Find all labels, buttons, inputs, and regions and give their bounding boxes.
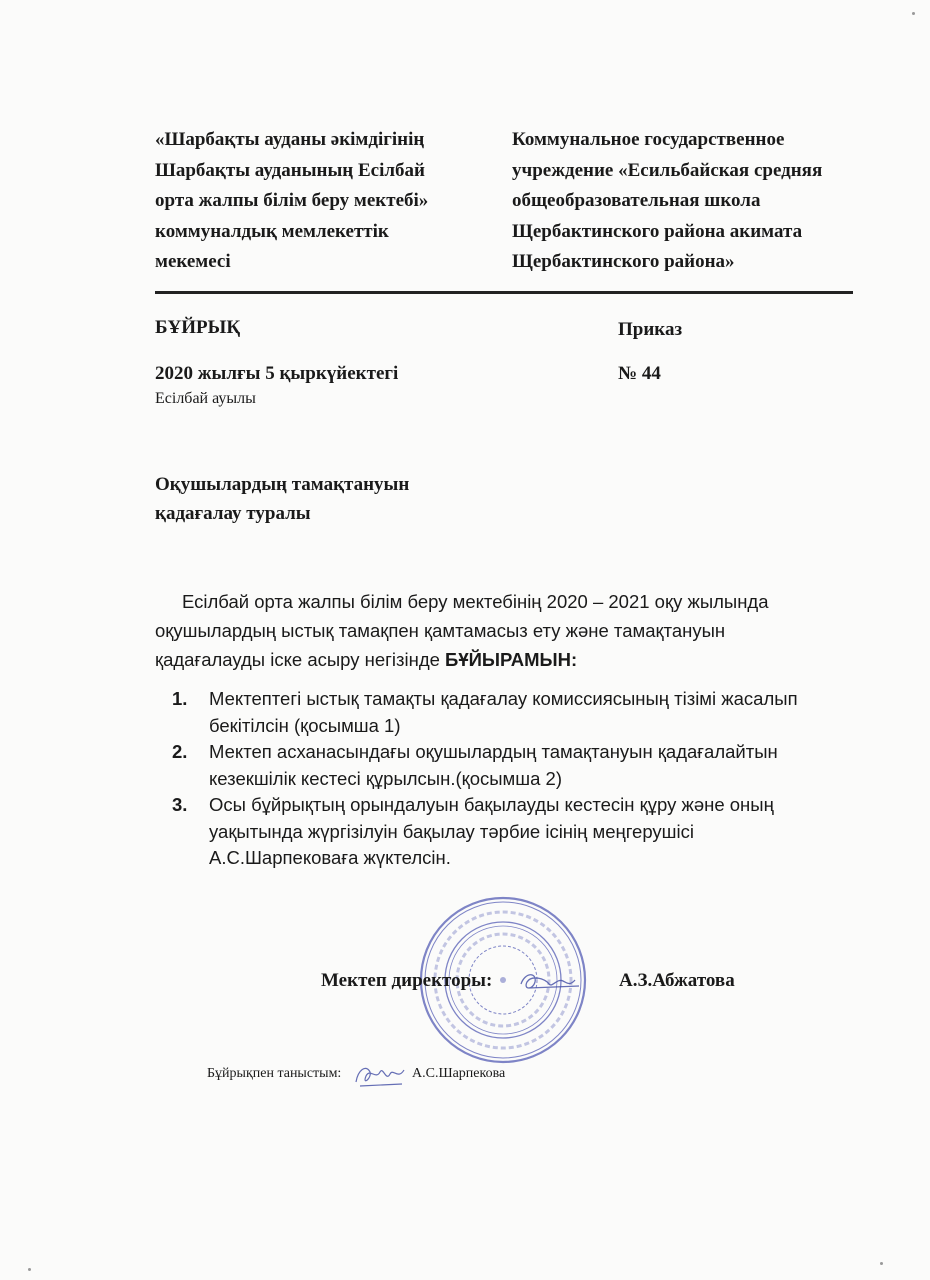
list-item bbox=[172, 739, 862, 792]
subject-line: Оқушылардың тамақтануын bbox=[155, 474, 410, 495]
item-line: Мектептегі ыстық тамақты қадағалау комиссиясының тізімі жасалып bbox=[209, 688, 798, 709]
order-date: 2020 жылғы 5 қыркүйектегі bbox=[155, 363, 399, 384]
body-line-text: қадағалауды іске асыру негізінде bbox=[155, 649, 446, 670]
header-ru-line: Щербактинского района» bbox=[512, 251, 735, 272]
director-name: А.З.Абжатова bbox=[619, 970, 735, 991]
subject-line: қадағалау туралы bbox=[155, 503, 311, 524]
order-title-ru: Приказ bbox=[618, 319, 683, 340]
header-kazakh bbox=[155, 125, 505, 278]
body-line: оқушылардың ыстық тамақпен қамтамасыз ету және тамақтануын bbox=[155, 620, 726, 641]
item-line: Мектеп асханасындағы оқушылардың тамақтануын қадағалайтын bbox=[209, 741, 778, 762]
item-line: уақытында жүргізілуін бақылау тәрбие ісінің меңгерушісі bbox=[209, 820, 694, 842]
item-number: 2. bbox=[172, 741, 188, 762]
header-ru-line: Щербактинского района акимата bbox=[512, 220, 803, 242]
header-kz-line: орта жалпы білім беру мектебі» bbox=[155, 190, 429, 211]
body-paragraph bbox=[155, 587, 855, 674]
header-divider bbox=[155, 291, 853, 294]
list-item bbox=[172, 792, 862, 872]
item-line: Осы бұйрықтың орындалуын бақылауды кестесін құру және оның bbox=[209, 794, 774, 815]
body-line-last bbox=[155, 645, 855, 674]
header-kz-line: Шарбақты ауданының Есілбай bbox=[155, 159, 425, 181]
item-line: А.С.Шарпековаға жүктелсін. bbox=[209, 847, 451, 868]
header-kz-line: «Шарбақты ауданы әкімдігінің bbox=[155, 129, 425, 150]
header-kz-line: мекемесі bbox=[155, 251, 231, 272]
handwritten-signature-icon bbox=[515, 966, 585, 996]
order-number: № 44 bbox=[618, 363, 661, 384]
item-number: 3. bbox=[172, 794, 188, 815]
scan-speck bbox=[28, 1268, 31, 1271]
item-line: кезекшілік кестесі құрылсын.(қосымша 2) bbox=[209, 767, 562, 789]
order-title-kz: БҰЙРЫҚ bbox=[155, 317, 241, 338]
header-ru-line: учреждение «Есильбайская средняя bbox=[512, 159, 823, 181]
header-ru-line: общеобразовательная школа bbox=[512, 190, 761, 211]
handwritten-signature-icon bbox=[352, 1060, 410, 1094]
scan-speck bbox=[912, 12, 915, 15]
acquainted-label: Бұйрықпен таныстым: bbox=[207, 1066, 342, 1081]
order-items-list bbox=[172, 686, 862, 872]
item-number: 1. bbox=[172, 688, 188, 709]
acquainted-name: А.С.Шарпекова bbox=[412, 1066, 506, 1081]
header-kz-line: коммуналдық мемлекеттік bbox=[155, 220, 389, 242]
list-item bbox=[172, 686, 862, 739]
header-russian bbox=[512, 125, 912, 278]
director-role: Мектеп директоры: bbox=[321, 970, 493, 991]
header-ru-line: Коммунальное государственное bbox=[512, 129, 785, 150]
body-line: Есілбай орта жалпы білім беру мектебінің 2020 – 2021 оқу жылында bbox=[182, 591, 769, 612]
scan-speck bbox=[880, 1262, 883, 1265]
item-line: бекітілсін (қосымша 1) bbox=[209, 714, 401, 736]
order-place: Есілбай ауылы bbox=[155, 390, 256, 407]
order-keyword: БҰЙЫРАМЫН: bbox=[445, 649, 578, 670]
